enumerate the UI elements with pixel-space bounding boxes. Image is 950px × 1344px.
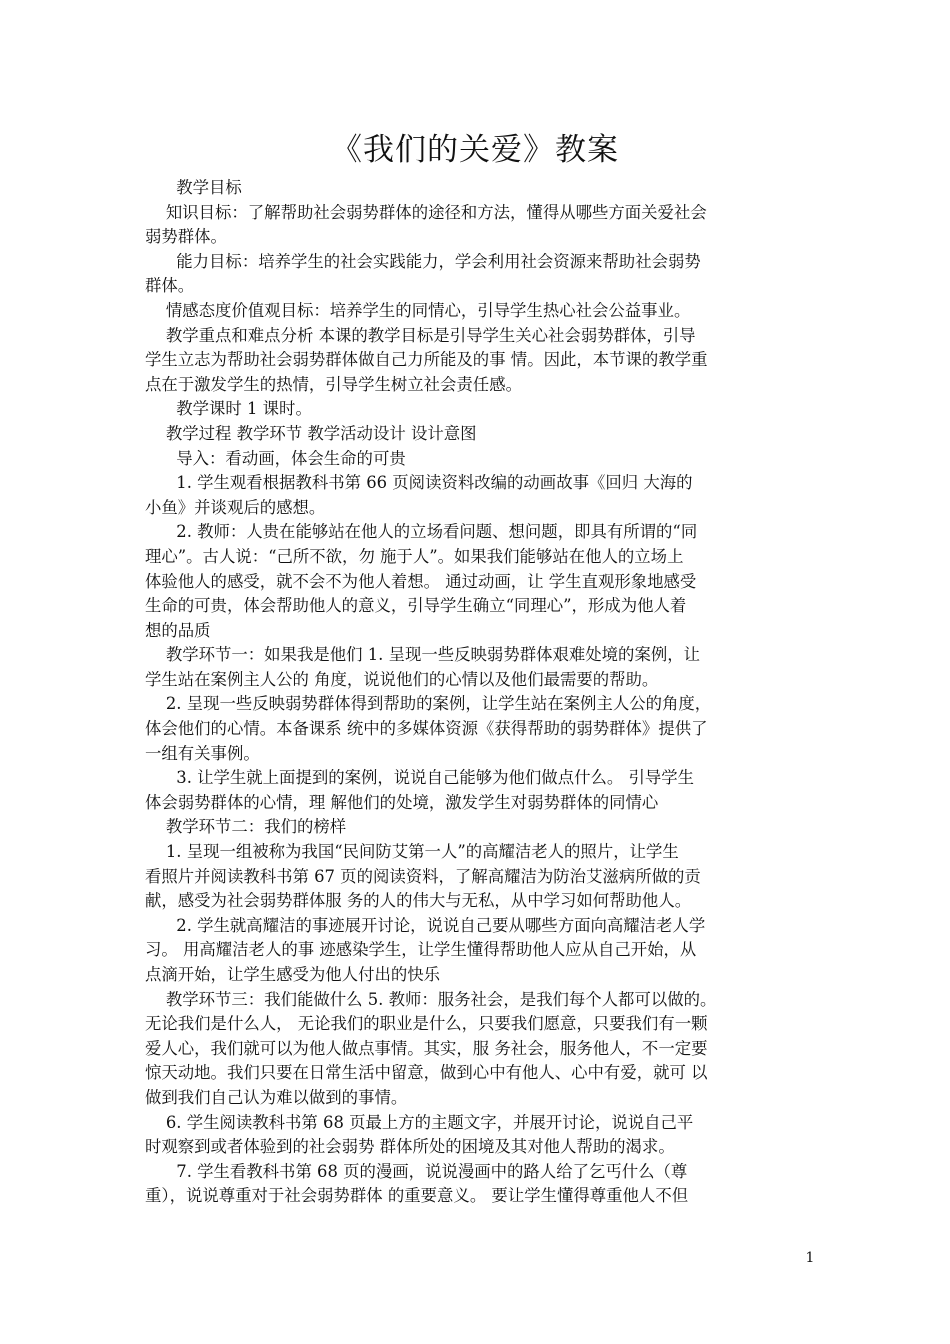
text-line: 爱人心，我们就可以为他人做点事情。其实，服 务社会，服务他人，不一定要 <box>145 1038 708 1058</box>
text-line: 体验他人的感受，就不会不为他人着想。 通过动画，让 学生直观形象地感受 <box>145 571 697 591</box>
text-line: 教学目标 <box>145 178 242 197</box>
text-line: 情感态度价值观目标：培养学生的同情心，引导学生热心社会公益事业。 <box>145 300 691 320</box>
text-line: 体会弱势群体的心情，理 解他们的处境，激发学生对弱势群体的同情心 <box>145 792 659 812</box>
text-line: 学生站在案例主人公的 角度，说说他们的心情以及他们最需要的帮助。 <box>145 669 659 689</box>
text-line: 习。 用高耀洁老人的事 迹感染学生，让学生懂得帮助他人应从自己开始，从 <box>145 940 697 960</box>
text-line: 无论我们是什么人， 无论我们的职业是什么，只要我们愿意，只要我们有一颗 <box>145 1014 708 1034</box>
text-line: 惊天动地。我们只要在日常生活中留意，做到心中有他人、心中有爱，就可 以 <box>145 1063 708 1083</box>
text-line: 能力目标：培养学生的社会实践能力，学会利用社会资源来帮助社会弱势 <box>145 251 701 271</box>
text-line: 点在于激发学生的热情，引导学生树立社会责任感。 <box>145 374 522 394</box>
text-line: 2. 教师：人贵在能够站在他人的立场看问题、想问题，即具有所谓的“同 <box>145 522 698 542</box>
text-line: 7. 学生看教科书第 68 页的漫画，说说漫画中的路人给了乞丐什么（尊 <box>145 1161 688 1181</box>
text-line: 教学环节三：我们能做什么 5. 教师：服务社会，是我们每个人都可以做的。 <box>145 989 717 1009</box>
text-line: 看照片并阅读教科书第 67 页的阅读资料，了解高耀洁为防治艾滋病所做的贡 <box>145 866 701 886</box>
text-line: 理心”。古人说：“己所不欲，勿 施于人”。如果我们能够站在他人的立场上 <box>145 546 684 566</box>
text-line: 群体。 <box>145 276 195 296</box>
text-line: 教学重点和难点分析 本课的教学目标是引导学生关心社会弱势群体，引导 <box>145 325 696 345</box>
text-line: 献，感受为社会弱势群体服 务的人的伟大与无私，从中学习如何帮助他人。 <box>145 891 692 911</box>
text-line: 重），说说尊重对于社会弱势群体 的重要意义。 要让学生懂得尊重他人不但 <box>145 1186 689 1206</box>
text-line: 做到我们自己认为难以做到的事情。 <box>145 1087 408 1107</box>
text-line: 6. 学生阅读教科书第 68 页最上方的主题文字，并展开讨论，说说自己平 <box>145 1112 694 1132</box>
text-line: 学生立志为帮助社会弱势群体做自己力所能及的事 情。因此，本节课的教学重 <box>145 350 708 370</box>
text-line: 教学过程 教学环节 教学活动设计 设计意图 <box>145 423 477 443</box>
text-line: 1. 呈现一组被称为我国“民间防艾第一人”的高耀洁老人的照片，让学生 <box>145 842 679 862</box>
document-body <box>145 176 813 1209</box>
text-line: 小鱼》并谈观后的感想。 <box>145 497 326 517</box>
text-line: 2. 呈现一些反映弱势群体得到帮助的案例，让学生站在案例主人公的角度， <box>145 694 712 714</box>
text-line: 教学环节一：如果我是他们 1. 呈现一些反映弱势群体艰难处境的案例，让 <box>145 645 701 665</box>
document-title: 《我们的关爱》教案 <box>331 132 619 168</box>
text-line: 体会他们的心情。本备课系 统中的多媒体资源《获得帮助的弱势群体》提供了 <box>145 719 708 739</box>
text-line: 知识目标：了解帮助社会弱势群体的途径和方法，懂得从哪些方面关爱社会 <box>145 202 707 222</box>
text-line: 3. 让学生就上面提到的案例，说说自己能够为他们做点什么。 引导学生 <box>145 768 695 788</box>
text-line: 弱势群体。 <box>145 227 227 247</box>
page-number: 1 <box>805 1250 815 1266</box>
text-line: 时观察到或者体验到的社会弱势 群体所处的困境及其对他人帮助的渴求。 <box>145 1137 675 1157</box>
text-line: 1. 学生观看根据教科书第 66 页阅读资料改编的动画故事《回归 大海的 <box>145 473 693 493</box>
text-line: 教学课时 1 课时。 <box>145 399 312 419</box>
text-line: 教学环节二：我们的榜样 <box>145 817 347 837</box>
text-line: 生命的可贵，体会帮助他人的意义，引导学生确立“同理心”，形成为他人着 <box>145 596 687 616</box>
text-line: 想的品质 <box>145 620 211 640</box>
text-line: 导入：看动画，体会生命的可贵 <box>145 448 406 468</box>
text-line: 一组有关事例。 <box>145 743 260 763</box>
text-line: 2. 学生就高耀洁的事迹展开讨论，说说自己要从哪些方面向高耀洁老人学 <box>145 915 706 935</box>
text-line: 点滴开始，让学生感受为他人付出的快乐 <box>145 965 441 984</box>
